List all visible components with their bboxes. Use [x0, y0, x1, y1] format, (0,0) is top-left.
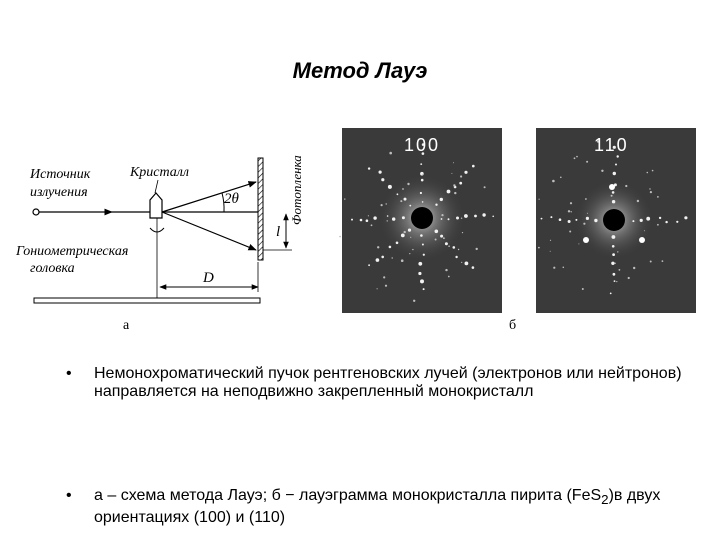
diffraction-spot: [420, 163, 422, 165]
diffraction-spot: [451, 173, 452, 174]
crystal-label: Кристалл: [130, 165, 190, 180]
diffraction-spot: [387, 215, 389, 217]
diffraction-spot: [576, 156, 578, 158]
diffraction-spot: [476, 248, 478, 250]
caption-a: а: [123, 318, 130, 333]
diffraction-spot: [360, 219, 363, 222]
goniometer-label-line2: головка: [30, 261, 75, 276]
diffraction-spot: [388, 185, 392, 189]
diffraction-spot: [423, 254, 425, 256]
diffraction-spot: [413, 300, 415, 302]
diffraction-spot: [583, 223, 585, 225]
diffraction-spot: [615, 263, 616, 264]
diffraction-spot: [568, 210, 570, 212]
diffraction-spot: [366, 219, 369, 222]
diffraction-spot: [381, 204, 383, 206]
diffraction-spot: [612, 200, 615, 203]
diffraction-spot: [389, 152, 392, 155]
diffraction-spot: [445, 269, 447, 271]
diffraction-spot: [448, 276, 450, 278]
diffraction-spot: [552, 180, 555, 183]
diffraction-spot: [464, 171, 467, 174]
beam-stop: [603, 209, 625, 231]
diffraction-spot: [435, 230, 439, 234]
crystal-shape: [150, 193, 162, 218]
diffraction-spot: [594, 219, 597, 222]
diffraction-spot: [453, 246, 456, 249]
diffraction-spot: [550, 240, 551, 241]
diffraction-spot: [617, 251, 618, 252]
diffraction-spot: [420, 192, 422, 194]
diffraction-spot: [447, 190, 451, 194]
diffraction-spot: [409, 253, 410, 254]
diffraction-spot: [574, 157, 576, 159]
diffraction-spot: [453, 184, 455, 186]
diffraction-spot: [616, 281, 617, 282]
diffraction-spot: [461, 218, 462, 219]
diffraction-spot: [575, 219, 577, 221]
diffraction-spot: [550, 216, 552, 218]
diffraction-spot: [440, 235, 443, 238]
diffraction-spot: [472, 266, 475, 269]
laue-pattern-110: [536, 128, 696, 313]
diffraction-spot: [619, 269, 621, 271]
photo-film: [258, 158, 263, 260]
diffraction-spot: [409, 205, 411, 207]
bullet-text-1: Немонохроматический пучок рентгеновских лучей (электронов или нейтронов) направляется на неподвижно закрепленный монокристалл: [94, 365, 682, 400]
diffraction-spot: [435, 204, 437, 206]
diffraction-spot: [612, 245, 615, 248]
diffraction-spot: [628, 277, 630, 279]
diffraction-spot: [586, 217, 589, 220]
diffraction-spot: [456, 217, 459, 220]
diffraction-spot: [657, 196, 659, 198]
diffraction-spot: [396, 242, 399, 245]
diffraction-spot: [401, 234, 405, 238]
diffraction-spot: [632, 220, 634, 222]
diffraction-spot: [459, 182, 462, 185]
diffraction-spot: [633, 267, 635, 269]
goniometer-label: Гониометрическая: [16, 244, 129, 259]
diffraction-spot: [386, 203, 387, 204]
laue-pattern-100: [339, 128, 502, 313]
diffraction-spot: [659, 217, 661, 219]
diffraction-spot: [640, 219, 643, 222]
diffraction-spot: [614, 280, 616, 282]
diffraction-spot: [412, 249, 413, 250]
diffraction-spot: [339, 236, 341, 238]
diffraction-spot: [400, 200, 402, 202]
diffraction-spot: [482, 213, 485, 216]
diffraction-spot: [401, 259, 404, 262]
diffraction-spot: [368, 215, 369, 216]
diffraction-spot: [377, 288, 378, 289]
diffraction-spot: [563, 267, 565, 269]
diffraction-spot: [462, 232, 463, 233]
diffraction-spot: [410, 237, 411, 238]
diffraction-spot: [617, 155, 619, 157]
diffraction-spot: [609, 184, 615, 190]
diffraction-spot: [601, 170, 603, 172]
bullet-marker: •: [66, 365, 72, 382]
diffraction-spot: [392, 217, 395, 220]
diffraction-spot: [559, 218, 562, 221]
diffraction-spot: [389, 246, 392, 249]
diffraction-spot: [443, 237, 445, 239]
diffraction-spot: [587, 213, 588, 214]
diffraction-spot: [625, 185, 627, 187]
diffraction-spot: [373, 216, 376, 219]
diffraction-spot: [585, 198, 587, 200]
diffraction-spot: [637, 200, 639, 202]
diffraction-spot: [611, 262, 614, 265]
diffraction-spot: [649, 188, 650, 189]
diffraction-spot: [650, 191, 652, 193]
diffraction-spot: [646, 217, 650, 221]
diffracted-beam-lower: [162, 212, 256, 250]
diffraction-spot: [408, 229, 411, 232]
diffraction-spot: [612, 191, 615, 194]
diffraction-spot: [402, 188, 404, 190]
diffraction-spot: [420, 172, 424, 176]
diffraction-spot: [387, 220, 388, 221]
diffraction-spot: [440, 198, 443, 201]
diffraction-spot: [639, 237, 645, 243]
diffraction-spot: [422, 174, 423, 175]
base-platform: [34, 298, 260, 303]
orientation-label-100: 100: [404, 135, 441, 155]
diffraction-spot: [657, 224, 659, 226]
diffraction-spot: [570, 202, 572, 204]
diffraction-spot: [351, 219, 353, 221]
diffraction-spot: [420, 279, 424, 283]
diffraction-spot: [612, 235, 616, 239]
bullet-marker: •: [66, 487, 72, 504]
diffraction-spot: [381, 256, 384, 259]
diffraction-spot: [407, 183, 409, 185]
diffraction-spot: [560, 177, 562, 179]
diffraction-spot: [421, 179, 424, 182]
diffraction-spot: [578, 243, 579, 244]
diffraction-spot: [611, 195, 613, 197]
diffraction-spot: [586, 161, 588, 163]
diffraction-spot: [613, 172, 616, 175]
diffraction-spot: [455, 256, 457, 258]
source-point: [33, 209, 39, 215]
orientation-label-110: 110: [594, 135, 629, 155]
diffraction-spot: [539, 199, 540, 200]
diffraction-spot: [569, 231, 571, 233]
diffraction-spot: [492, 216, 494, 218]
diffraction-spot: [612, 253, 615, 256]
distance-label: D: [203, 270, 214, 286]
diffraction-spot: [435, 239, 437, 241]
diffraction-spot: [402, 216, 405, 219]
diffraction-spot: [583, 237, 589, 243]
diffraction-spot: [613, 273, 616, 276]
diffraction-spot: [344, 198, 345, 199]
diffraction-spot: [441, 218, 443, 220]
diffraction-spot: [448, 245, 450, 247]
diffraction-spot: [647, 172, 649, 174]
diffraction-spot: [568, 220, 571, 223]
bullet-text-2: а – схема метода Лауэ; б − лауэграмма монокристалла пирита (FeS$_2$)в двух ориентациях (100) и (110): [94, 487, 661, 527]
diffraction-spot: [418, 262, 422, 266]
diffraction-spot: [453, 162, 454, 163]
diffraction-spot: [464, 214, 468, 218]
diffraction-spot: [461, 262, 462, 263]
offset-label: l: [276, 224, 281, 240]
page-title: Метод Лауэ: [292, 58, 428, 83]
diffraction-spot: [422, 201, 424, 203]
diffraction-spot: [376, 258, 380, 262]
diffraction-spot: [445, 242, 448, 245]
diffraction-spot: [458, 249, 459, 250]
diffraction-spot: [465, 262, 469, 266]
diffraction-spot: [650, 261, 652, 263]
diffraction-spot: [610, 293, 612, 295]
diffraction-spot: [404, 231, 406, 233]
diffraction-spot: [454, 192, 456, 194]
diffraction-spot: [541, 218, 543, 220]
diffraction-spot: [379, 171, 382, 174]
diffraction-spot: [397, 193, 399, 195]
diffraction-spot: [441, 214, 443, 216]
diffraction-spot: [662, 260, 664, 262]
diffraction-spot: [422, 244, 424, 246]
diffraction-spot: [392, 257, 393, 258]
diffraction-spot: [448, 218, 450, 220]
diffraction-spot: [582, 288, 584, 290]
angle-label: 2θ: [224, 191, 239, 207]
diffraction-spot: [423, 288, 425, 290]
source-label-line2: излучения: [30, 185, 88, 200]
diffraction-spot: [684, 216, 687, 219]
diffraction-spot: [615, 164, 617, 166]
diffraction-spot: [676, 221, 678, 223]
diffraction-spot: [474, 215, 477, 218]
film-label: Фотопленка: [289, 155, 304, 225]
caption-b: б: [509, 318, 517, 333]
diffraction-spot: [368, 264, 370, 266]
diffraction-spot: [484, 186, 486, 188]
source-label: Источник: [30, 167, 91, 182]
diffraction-spot: [383, 276, 385, 278]
diffraction-spot: [644, 230, 645, 231]
diffraction-spot: [371, 224, 373, 226]
diffraction-spot: [538, 247, 540, 249]
diffraction-spot: [381, 178, 384, 181]
diffraction-spot: [550, 251, 551, 252]
diffraction-spot: [553, 267, 555, 269]
beam-stop: [411, 207, 433, 229]
diffraction-spot: [377, 246, 379, 248]
diffraction-spot: [420, 234, 423, 237]
diffraction-spot: [460, 175, 462, 177]
diffraction-spot: [571, 211, 572, 212]
diffraction-spot: [418, 272, 421, 275]
diffraction-spot: [665, 221, 667, 223]
diffracted-beam-upper: [162, 182, 256, 212]
diffraction-spot: [404, 198, 407, 201]
diffraction-spot: [652, 170, 654, 172]
laue-schematic: [15, 155, 304, 303]
diffraction-spot: [368, 167, 370, 169]
diffraction-spot: [385, 285, 387, 287]
diffraction-spot: [472, 165, 475, 168]
